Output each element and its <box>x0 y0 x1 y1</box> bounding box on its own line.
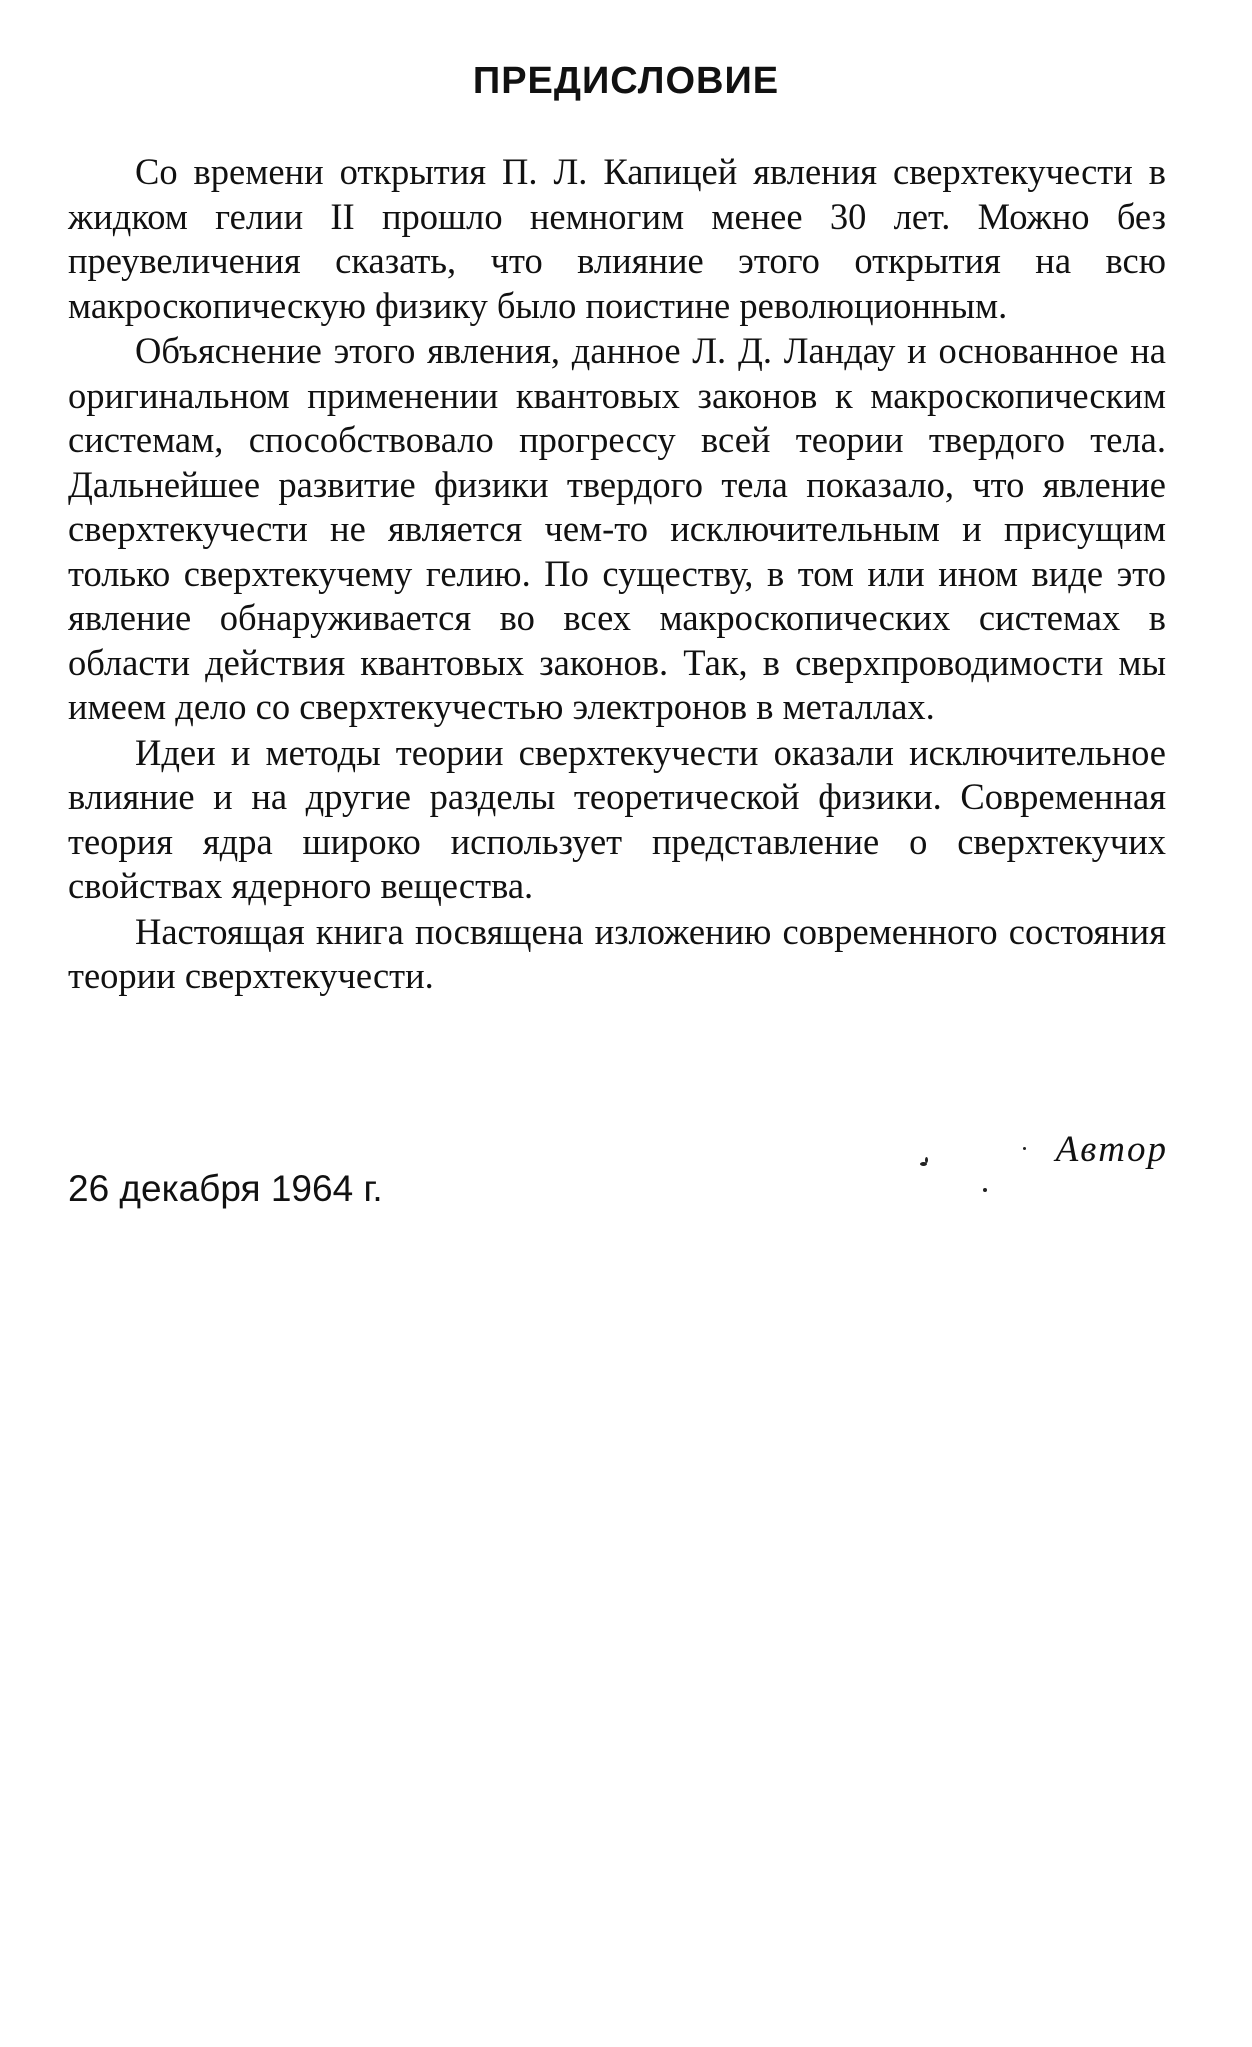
preface-date: 26 декабря 1964 г. <box>68 1168 383 1209</box>
page-title: ПРЕДИСЛОВИЕ <box>472 60 780 102</box>
paragraph-3: Идеи и методы теории сверхтекучести оказали исключительное влияние и на другие разделы теоретической физики. Современная теория ядра широко использует представление о сверхтекучих свойствах ядерного вещества. <box>68 731 1166 906</box>
paragraph-4: Настоящая книга посвящена изложению современного состояния теории сверхтекучести. <box>68 910 1166 996</box>
author-signature: Автор <box>1055 1129 1168 1170</box>
preface-body <box>68 150 1166 1000</box>
paragraph-2: Объяснение этого явления, данное Л. Д. Ландау и основанное на оригинальном применении квантовых законов к макроскопическим системам, способствовало прогрессу всей теории твердого тела. Дальнейшее развитие физики твердого тела показало, что явление сверхтекучести не является чем-то исключительным и присущим только сверхтекучему гелию. По существу, в том или ином виде это явление обнаруживается во всех макроскопических системах в области действия квантовых законов. Так, в сверхпроводимости мы имеем дело со сверхтекучестью электронов в металлах. <box>68 330 1166 727</box>
print-speck <box>1023 1147 1026 1150</box>
paragraph-1: Со времени открытия П. Л. Капицей явления сверхтекучести в жидком гелии II прошло немногим менее 30 лет. Можно без преувеличения сказать, что влияние этого открытия на всю макроскопическую физику было поистине революционным. <box>68 151 1166 326</box>
print-speck <box>925 1157 928 1163</box>
print-speck <box>983 1188 987 1192</box>
